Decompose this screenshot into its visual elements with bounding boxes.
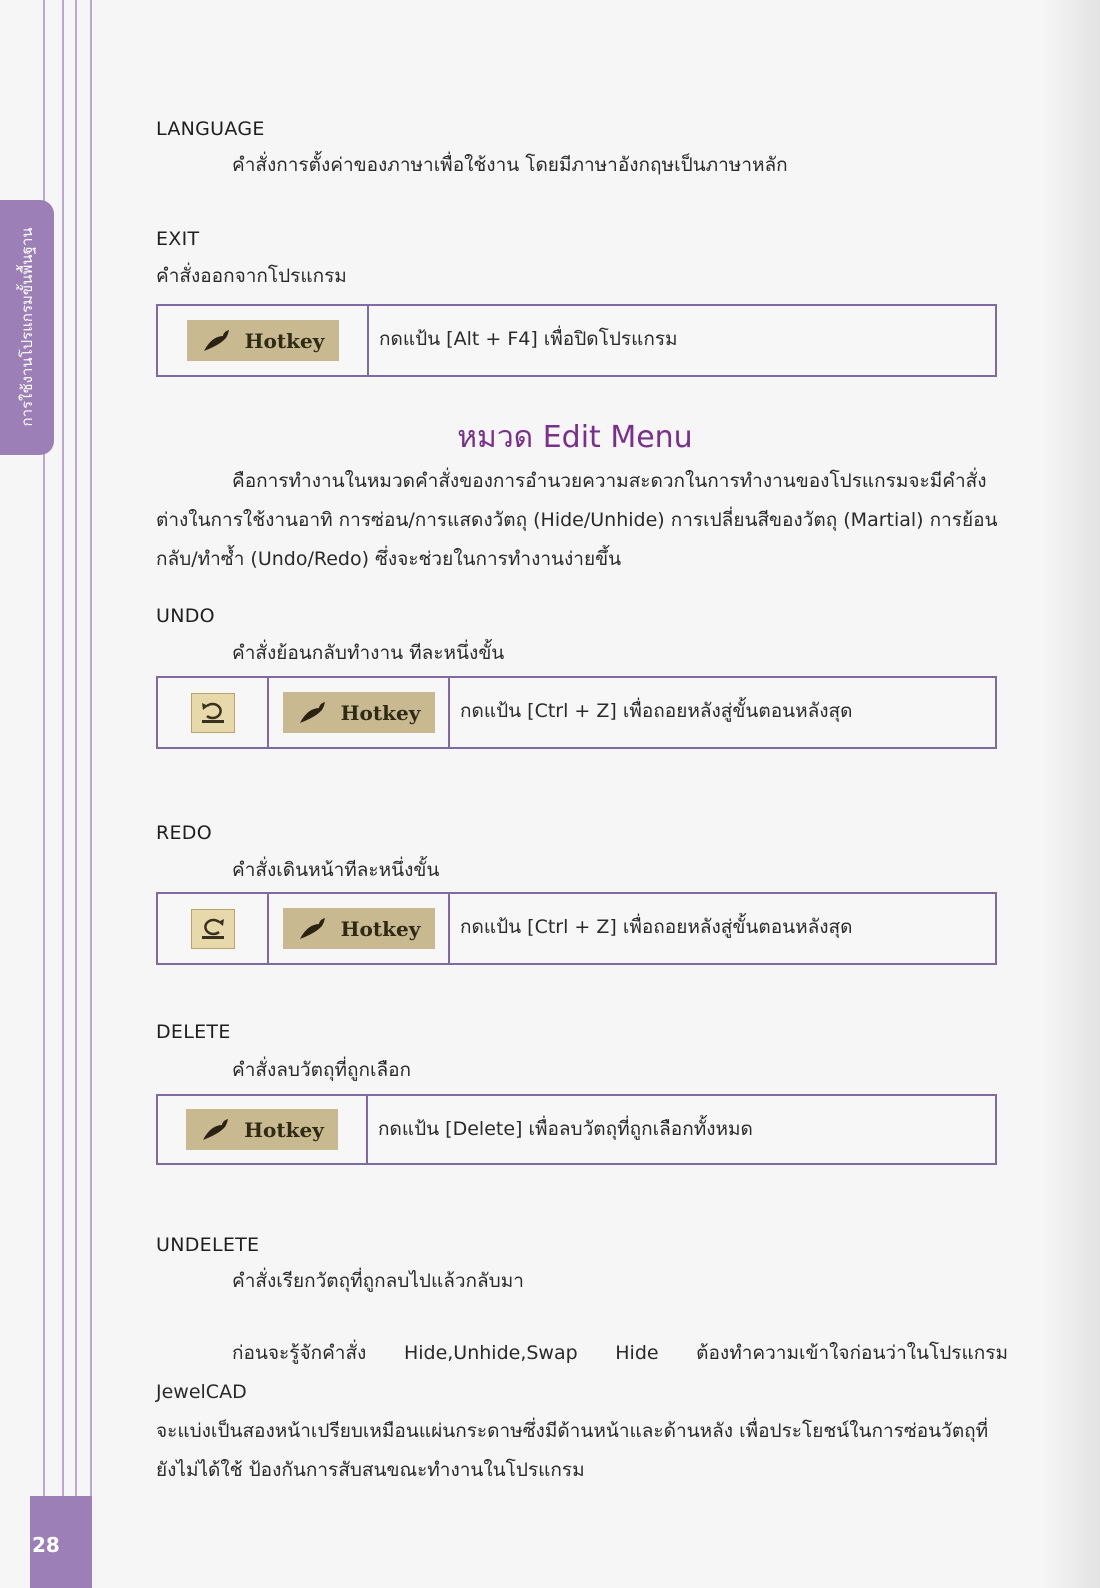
hotkey-label: Hotkey bbox=[340, 916, 421, 941]
hotkey-badge bbox=[186, 1109, 338, 1150]
intro-line: คือการทำงานในหมวดคำสั่งของการอำนวยความสะดวกในการทำงานของโปรแกรมจะมีคำสั่ง bbox=[232, 470, 987, 492]
exit-description: คำสั่งออกจากโปรแกรม bbox=[156, 265, 347, 287]
redo-heading: REDO bbox=[156, 822, 212, 844]
margin-line bbox=[75, 0, 77, 1588]
exit-hotkey-table bbox=[156, 304, 997, 377]
hotkey-description: กดแป้น [Alt + F4] เพื่อปิดโปรแกรม bbox=[379, 328, 678, 350]
delete-heading: DELETE bbox=[156, 1021, 231, 1043]
delete-description: คำสั่งลบวัตถุที่ถูกเลือก bbox=[232, 1059, 412, 1081]
redo-hotkey-table bbox=[156, 892, 997, 965]
hotkey-label: Hotkey bbox=[244, 328, 325, 353]
section-title: หมวด Edit Menu bbox=[457, 420, 693, 455]
delete-hotkey-table bbox=[156, 1094, 997, 1165]
undelete-description: คำสั่งเรียกวัตถุที่ถูกลบไปแล้วกลับมา bbox=[232, 1270, 524, 1292]
undo-description: คำสั่งย้อนกลับทำงาน ทีละหนึ่งขั้น bbox=[232, 642, 505, 664]
language-description: คำสั่งการตั้งค่าของภาษาเพื่อใช้งาน โดยมีภาษาอังกฤษเป็นภาษาหลัก bbox=[232, 154, 788, 176]
intro-line: ต่างในการใช้งานอาทิ การซ่อน/การแสดงวัตถุ (Hide/Unhide) การเปลี่ยนสีของวัตถุ (Martial) การย้อน bbox=[156, 509, 998, 531]
undo-heading: UNDO bbox=[156, 605, 215, 627]
hotkey-badge bbox=[283, 908, 435, 949]
hotkey-cell bbox=[269, 894, 450, 963]
margin-line bbox=[90, 0, 92, 1588]
closing-paragraph bbox=[156, 1334, 1008, 1490]
hotkey-badge bbox=[283, 692, 435, 733]
pepper-icon bbox=[200, 1116, 232, 1144]
margin-line bbox=[62, 0, 64, 1588]
redo-icon bbox=[191, 909, 235, 949]
intro-paragraph bbox=[156, 462, 1008, 579]
redo-description: คำสั่งเดินหน้าทีละหนึ่งขั้น bbox=[232, 859, 440, 881]
hotkey-description: กดแป้น [Ctrl + Z] เพื่อถอยหลังสู่ขั้นตอนหลังสุด bbox=[460, 916, 853, 938]
undelete-heading: UNDELETE bbox=[156, 1234, 260, 1256]
hotkey-description: กดแป้น [Ctrl + Z] เพื่อถอยหลังสู่ขั้นตอนหลังสุด bbox=[460, 700, 853, 722]
hotkey-cell bbox=[158, 306, 369, 375]
hotkey-label: Hotkey bbox=[340, 700, 421, 725]
hotkey-cell bbox=[269, 678, 450, 747]
pepper-icon bbox=[297, 699, 329, 727]
intro-line: กลับ/ทำซ้ำ (Undo/Redo) ซึ่งจะช่วยในการทำงานง่ายขึ้น bbox=[156, 548, 622, 570]
undo-icon bbox=[191, 693, 235, 733]
pepper-icon bbox=[201, 327, 233, 355]
closing-line: ก่อนจะรู้จักคำสั่ง Hide,Unhide,Swap Hide ต้องทำความเข้าใจก่อนว่าในโปรแกรม JewelCAD bbox=[156, 1342, 1008, 1403]
exit-heading: EXIT bbox=[156, 228, 200, 250]
undo-hotkey-table bbox=[156, 676, 997, 749]
hotkey-badge bbox=[187, 320, 339, 361]
language-heading: LANGUAGE bbox=[156, 118, 265, 140]
icon-cell bbox=[158, 678, 269, 747]
closing-line: ยังไม่ได้ใช้ ป้องกันการสับสนขณะทำงานในโปรแกรม bbox=[156, 1459, 585, 1481]
page-number: 28 bbox=[32, 1533, 60, 1557]
icon-cell bbox=[158, 894, 269, 963]
hotkey-label: Hotkey bbox=[244, 1117, 324, 1142]
hotkey-description: กดแป้น [Delete] เพื่อลบวัตถุที่ถูกเลือกทั้งหมด bbox=[378, 1118, 753, 1140]
closing-line: จะแบ่งเป็นสองหน้าเปรียบเหมือนแผ่นกระดาษซึ่งมีด้านหน้าและด้านหลัง เพื่อประโยชน์ในการซ่อนวัตถุที่ bbox=[156, 1420, 989, 1442]
hotkey-cell bbox=[158, 1096, 368, 1163]
pepper-icon bbox=[297, 915, 329, 943]
page-shadow bbox=[1040, 0, 1100, 1588]
side-tab-label: การใช้งานโปรแกรมขั้นพื้นฐาน bbox=[18, 227, 36, 427]
